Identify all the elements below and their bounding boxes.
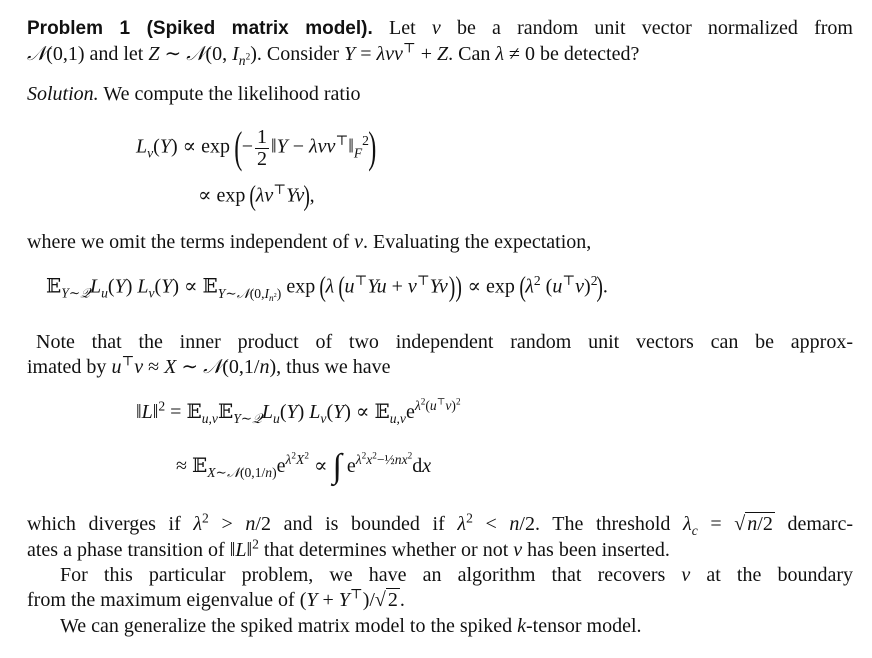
equation-norm-line-2: ≈ $𝔼_{X\sim 𝒩(0,1/n)}e^{\lambda^2X^2}$ ∝ ∫ $e^{\lambda^2x^2-\frac{1}{2}nx^2}dx$ [176, 448, 432, 485]
problem-line-2: 𝒩(0,1) and let Z ∼ 𝒩(0, $I_{n^2}$). Consider Y = λvv⊤ + Z. Can λ ≠ 0 be detected? [27, 40, 640, 68]
integral-sign: ∫ [332, 448, 342, 485]
paragraph-particular-line-2: from the maximum eigenvalue of (Y + Y⊤)/√ 2 . [27, 586, 405, 611]
paragraph-generalize: We can generalize the spiked matrix model to the spiked k-tensor model. [60, 615, 642, 637]
solution-intro: We compute the likelihood ratio [103, 83, 361, 105]
paragraph-note-line-1: Note that the inner product of two independent random unit vectors can be approx- [36, 331, 853, 353]
equation-norm-line-1: ‖L‖$^2$ = $𝔼_{u,v}𝔼_{Y\sim 𝒬}L_u(Y) L_v(Y)$ ∝ $𝔼_{u,v}e^{\lambda^2(u^⊤v)^2}$ [136, 396, 461, 426]
problem-heading: Problem 1 (Spiked matrix model). [27, 18, 373, 39]
paragraph-note-line-2: imated by u⊤v ≈ X ∼ 𝒩(0,1/n), thus we have [27, 353, 391, 378]
paragraph-diverge-line-2: ates a phase transition of ‖L‖$^2$ that determines whether or not v has been inserted. [27, 536, 670, 561]
paragraph-omit-terms: where we omit the terms independent of v. Evaluating the expectation, [27, 231, 592, 253]
paragraph-diverge-line-1: which diverges if $\lambda^2 > n/2$ and is bounded if $\lambda^2 < n/2$. The threshold $\lambda_c$ = √ n/2 demarc- [27, 510, 853, 538]
equation-expectation: $𝔼_{Y\sim 𝒬}L_u(Y) L_v(Y)$ ∝ 𝔼$_{Y\sim 𝒩(0,I_{n^2})}$ exp (λ $(u^⊤Yu + v^⊤Yv)) \propto \exp (\lambda^2$ $(u^⊤v)^2$). [46, 272, 608, 304]
problem-line-1: Problem 1 (Spiked matrix model). Let v be a random unit vector normalized from [27, 17, 853, 39]
solution-line [27, 82, 853, 107]
paragraph-particular-line-1: For this particular problem, we have an algorithm that recovers v at the boundary [60, 564, 854, 586]
equation-likelihood-line-1: $L_v(Y) \propto \exp$ (− $\frac{1}{2}$ ‖Y − $\lambda vv^⊤‖_F^2$) [136, 123, 377, 172]
solution-label: Solution. [27, 83, 99, 105]
equation-likelihood-line-2: ∝ exp (λv⊤Yv), [198, 181, 315, 212]
